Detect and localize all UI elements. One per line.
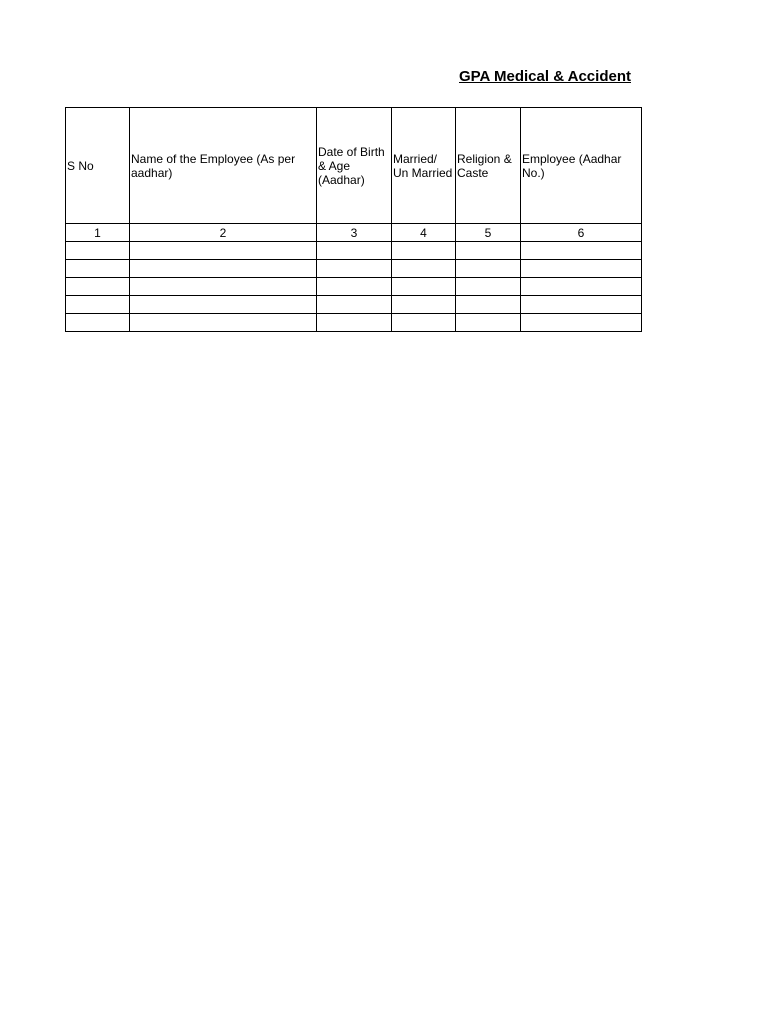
column-number: 3 xyxy=(317,224,392,242)
table-cell xyxy=(317,242,392,260)
table-cell xyxy=(317,296,392,314)
table-cell xyxy=(456,278,521,296)
table-cell xyxy=(456,242,521,260)
table-row xyxy=(66,242,642,260)
table-cell xyxy=(66,314,130,332)
table-header-row xyxy=(66,108,642,224)
table-cell xyxy=(317,260,392,278)
table-row xyxy=(66,260,642,278)
header-s-no: S No xyxy=(66,108,130,224)
table-cell xyxy=(317,314,392,332)
header-marital-status: Married/ Un Married xyxy=(392,108,456,224)
table-row xyxy=(66,296,642,314)
column-number: 5 xyxy=(456,224,521,242)
table-row xyxy=(66,314,642,332)
table-cell xyxy=(521,242,642,260)
table-cell xyxy=(392,314,456,332)
column-number: 6 xyxy=(521,224,642,242)
table-cell xyxy=(130,314,317,332)
table-cell xyxy=(456,314,521,332)
table-cell xyxy=(521,296,642,314)
table-cell xyxy=(392,278,456,296)
table-cell xyxy=(392,260,456,278)
table-cell xyxy=(521,278,642,296)
table-cell xyxy=(130,296,317,314)
table-cell xyxy=(392,242,456,260)
header-date-of-birth: Date of Birth & Age (Aadhar) xyxy=(317,108,392,224)
column-number: 2 xyxy=(130,224,317,242)
table-cell xyxy=(66,260,130,278)
table-cell xyxy=(66,242,130,260)
column-number-row xyxy=(66,224,642,242)
table-cell xyxy=(66,278,130,296)
table-cell xyxy=(456,260,521,278)
header-religion-caste: Religion & Caste xyxy=(456,108,521,224)
table-cell xyxy=(66,296,130,314)
table-cell xyxy=(130,242,317,260)
table-cell xyxy=(317,278,392,296)
employee-table xyxy=(65,107,642,332)
table-cell xyxy=(456,296,521,314)
table-cell xyxy=(521,260,642,278)
column-number: 4 xyxy=(392,224,456,242)
header-employee-name: Name of the Employee (As per aadhar) xyxy=(130,108,317,224)
table-cell xyxy=(392,296,456,314)
header-aadhar-no: Employee (Aadhar No.) xyxy=(521,108,642,224)
column-number: 1 xyxy=(66,224,130,242)
table-row xyxy=(66,278,642,296)
table-cell xyxy=(130,278,317,296)
table-cell xyxy=(130,260,317,278)
document-title: GPA Medical & Accident xyxy=(459,68,631,85)
table-cell xyxy=(521,314,642,332)
